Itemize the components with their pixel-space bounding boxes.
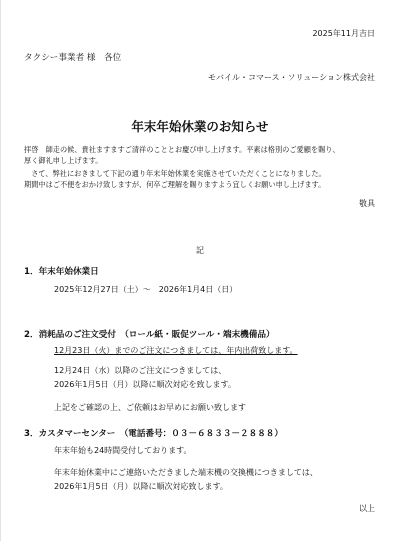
sender-company: モバイル・コマース・ソリューション株式会社 (207, 73, 375, 82)
order-after-line-1: 12月24日（水）以降のご注文につきましては、 (54, 366, 227, 375)
support-24h-line: 年末年始も24時間受付しております。 (54, 446, 192, 455)
body-line-2: 期間中はご不便をおかけ致しますが、何卒ご理解を賜りますよう宜しくお願い申し上げます。 (24, 180, 326, 189)
support-exchange-line-1: 年末年始休業中にご連絡いただきました端末機の交換機につきましては、 (54, 468, 318, 477)
body-line-1: さて、弊社におきまして下記の通り年末年始休業を実施させていただくことになりました。 (24, 169, 326, 178)
greeting-line-1: 拝啓 師走の候、貴社ますますご清祥のこととお慶び申し上げます。平素は格別のご愛顧を賜り、 (24, 145, 340, 154)
greeting-line-2: 厚く御礼申し上げます。 (24, 156, 103, 165)
order-deadline-line: 12月23日（火）までのご注文につきましては、年内出荷致します。 (54, 346, 298, 355)
ki-marker: 記 (196, 246, 204, 255)
recipient: タクシー事業者 様 各位 (24, 53, 122, 63)
closing-ijou: 以上 (359, 504, 375, 513)
document-title: 年末年始休業のお知らせ (131, 119, 269, 134)
issue-date: 2025年11月吉日 (312, 29, 375, 38)
section-2-heading: 2．消耗品のご注文受付 （ロール紙・販促ツール・端末機備品） (24, 330, 275, 340)
closing-keigu: 敬具 (359, 199, 375, 208)
section-1-heading: 1．年末年始休業日 (24, 267, 99, 277)
support-exchange-line-2: 2026年1月5日（月）以降に順次対応致します。 (54, 482, 228, 491)
section-3-heading: 3．カスタマーセンター （電話番号：０３－６８３３－２８８８） (24, 429, 283, 439)
order-request-note: 上記をご確認の上、ご依頼はお早めにお願い致します (54, 403, 246, 412)
order-after-line-2: 2026年1月5日（月）以降に順次対応を致します。 (54, 380, 236, 389)
holiday-period: 2025年12月27日（土）～ 2026年1月4日（日） (54, 285, 238, 294)
